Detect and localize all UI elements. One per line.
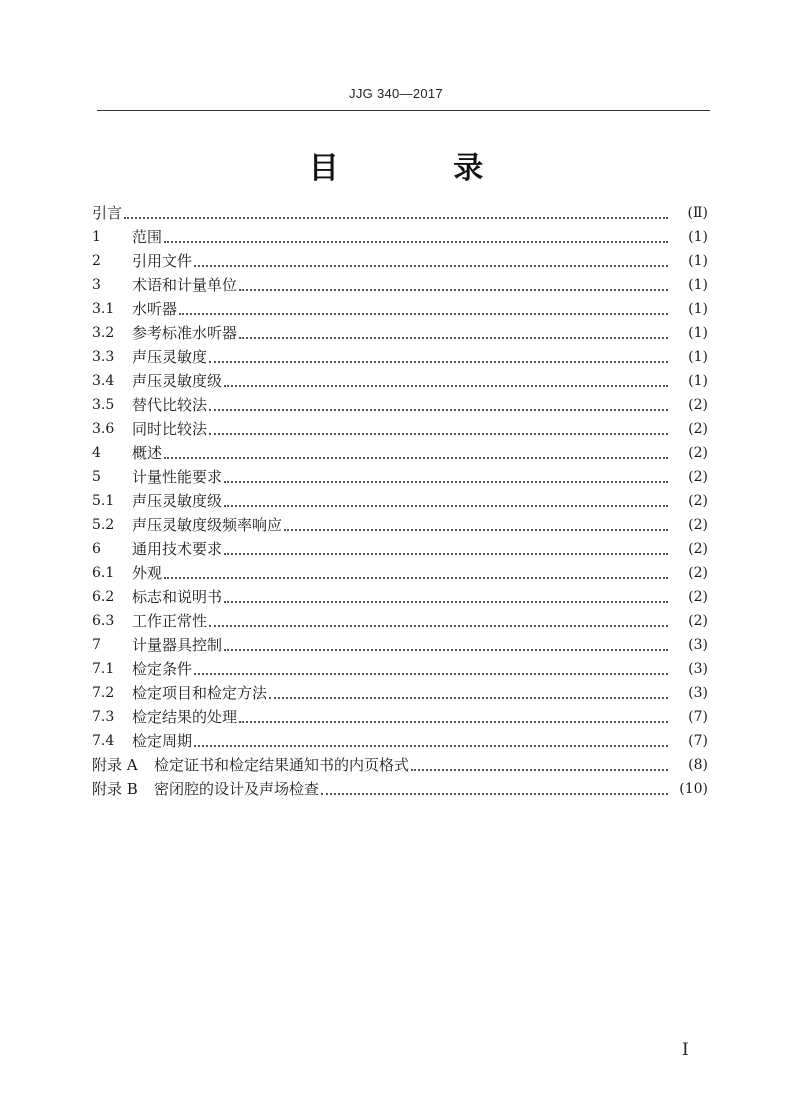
toc-entry-number: 4 bbox=[92, 445, 101, 461]
toc-entry bbox=[92, 609, 708, 633]
toc-dot-leader bbox=[284, 529, 668, 531]
toc-dot-leader bbox=[209, 433, 668, 435]
toc-list bbox=[92, 201, 708, 801]
toc-entry-title: 引言 bbox=[92, 204, 123, 222]
toc-entry-page: (1) bbox=[688, 253, 708, 269]
toc-entry-title: 声压灵敏度级 bbox=[132, 372, 223, 390]
toc-entry-page: (1) bbox=[688, 349, 708, 365]
toc-entry bbox=[92, 369, 708, 393]
toc-dot-leader bbox=[194, 745, 668, 747]
toc-entry-title: 通用技术要求 bbox=[132, 540, 223, 558]
toc-entry-number: 1 bbox=[92, 229, 101, 245]
toc-dot-leader bbox=[224, 505, 668, 507]
toc-entry-title: 水听器 bbox=[132, 300, 178, 318]
toc-dot-leader bbox=[239, 721, 668, 723]
toc-entry-page: (1) bbox=[688, 277, 708, 293]
toc-entry-page: (3) bbox=[688, 685, 708, 701]
toc-entry-number: 7 bbox=[92, 637, 101, 653]
toc-dot-leader bbox=[239, 289, 668, 291]
header-rule bbox=[97, 110, 710, 111]
toc-entry bbox=[92, 441, 708, 465]
toc-entry bbox=[92, 561, 708, 585]
toc-entry-number: 7.2 bbox=[92, 685, 115, 701]
toc-entry-number: 6.1 bbox=[92, 565, 115, 581]
toc-entry-title: 概述 bbox=[132, 444, 163, 462]
toc-entry-page: (2) bbox=[688, 397, 708, 413]
toc-entry-number: 3.4 bbox=[92, 373, 115, 389]
toc-entry bbox=[92, 225, 708, 249]
toc-entry bbox=[92, 681, 708, 705]
toc-dot-leader bbox=[179, 313, 668, 315]
toc-entry bbox=[92, 273, 708, 297]
toc-entry-number: 5 bbox=[92, 469, 101, 485]
toc-entry bbox=[92, 489, 708, 513]
toc-entry-title: 检定结果的处理 bbox=[132, 708, 238, 726]
toc-entry-number: 6.2 bbox=[92, 589, 115, 605]
toc-entry-page: (2) bbox=[688, 613, 708, 629]
toc-entry-title: 声压灵敏度级频率响应 bbox=[132, 516, 283, 534]
toc-entry bbox=[92, 345, 708, 369]
toc-entry-number: 附录 A bbox=[92, 756, 138, 774]
toc-entry-number: 3.6 bbox=[92, 421, 115, 437]
toc-dot-leader bbox=[224, 481, 668, 483]
toc-dot-leader bbox=[194, 265, 668, 267]
toc-entry-page: (2) bbox=[688, 493, 708, 509]
toc-entry-number: 6 bbox=[92, 541, 101, 557]
toc-entry-number: 7.1 bbox=[92, 661, 115, 677]
toc-entry-page: (2) bbox=[688, 565, 708, 581]
toc-entry-title: 检定项目和检定方法 bbox=[132, 684, 268, 702]
toc-dot-leader bbox=[239, 337, 668, 339]
toc-entry-page: (2) bbox=[688, 541, 708, 557]
toc-entry-title: 术语和计量单位 bbox=[132, 276, 238, 294]
toc-entry-page: (1) bbox=[688, 373, 708, 389]
toc-dot-leader bbox=[209, 409, 668, 411]
toc-entry-title: 声压灵敏度 bbox=[132, 348, 208, 366]
toc-entry-number: 3.3 bbox=[92, 349, 115, 365]
toc-entry bbox=[92, 249, 708, 273]
toc-entry-page: (2) bbox=[688, 469, 708, 485]
toc-dot-leader bbox=[209, 361, 668, 363]
toc-dot-leader bbox=[224, 553, 668, 555]
toc-entry-page: (1) bbox=[688, 325, 708, 341]
toc-dot-leader bbox=[269, 697, 668, 699]
toc-entry-page: (2) bbox=[688, 589, 708, 605]
toc-entry-title: 外观 bbox=[132, 564, 163, 582]
toc-entry bbox=[92, 657, 708, 681]
toc-dot-leader bbox=[164, 577, 668, 579]
toc-entry-number: 3 bbox=[92, 277, 101, 293]
toc-entry-title: 声压灵敏度级 bbox=[132, 492, 223, 510]
toc-entry-title: 检定周期 bbox=[132, 732, 193, 750]
toc-entry bbox=[92, 297, 708, 321]
toc-entry bbox=[92, 537, 708, 561]
toc-entry bbox=[92, 585, 708, 609]
toc-entry-page: (8) bbox=[688, 757, 708, 773]
toc-entry-title: 检定证书和检定结果通知书的内页格式 bbox=[154, 756, 410, 774]
toc-entry-number: 5.2 bbox=[92, 517, 115, 533]
toc-dot-leader bbox=[321, 793, 668, 795]
toc-entry-title: 替代比较法 bbox=[132, 396, 208, 414]
toc-entry bbox=[92, 321, 708, 345]
toc-entry-page: (2) bbox=[688, 517, 708, 533]
toc-entry-page: (1) bbox=[688, 229, 708, 245]
toc-entry-page: (3) bbox=[688, 661, 708, 677]
toc-entry bbox=[92, 705, 708, 729]
toc-entry-number: 3.5 bbox=[92, 397, 115, 413]
toc-entry-title: 同时比较法 bbox=[132, 420, 208, 438]
toc-entry-number: 附录 B bbox=[92, 780, 138, 798]
toc-entry-title: 计量器具控制 bbox=[132, 636, 223, 654]
toc-entry-title: 计量性能要求 bbox=[132, 468, 223, 486]
page-folio: I bbox=[682, 1040, 689, 1060]
toc-entry-page: (1) bbox=[688, 301, 708, 317]
toc-dot-leader bbox=[209, 625, 668, 627]
toc-dot-leader bbox=[164, 241, 668, 243]
toc-entry bbox=[92, 417, 708, 441]
toc-entry-title: 引用文件 bbox=[132, 252, 193, 270]
standard-code-header: JJG 340—2017 bbox=[349, 86, 443, 101]
toc-entry-number: 5.1 bbox=[92, 493, 115, 509]
toc-entry-title: 标志和说明书 bbox=[132, 588, 223, 606]
toc-entry-number: 3.1 bbox=[92, 301, 115, 317]
toc-entry-page: (7) bbox=[688, 733, 708, 749]
toc-dot-leader bbox=[124, 217, 668, 219]
toc-entry-title: 检定条件 bbox=[132, 660, 193, 678]
toc-dot-leader bbox=[164, 457, 668, 459]
toc-dot-leader bbox=[224, 601, 668, 603]
toc-entry bbox=[92, 729, 708, 753]
toc-entry bbox=[92, 753, 708, 777]
toc-entry-page: (10) bbox=[679, 781, 708, 797]
toc-entry bbox=[92, 201, 708, 225]
toc-entry bbox=[92, 633, 708, 657]
toc-entry-page: (2) bbox=[688, 445, 708, 461]
toc-entry-number: 3.2 bbox=[92, 325, 115, 341]
toc-dot-leader bbox=[194, 673, 668, 675]
toc-entry-page: (3) bbox=[688, 637, 708, 653]
toc-entry-page: (Ⅱ) bbox=[687, 205, 708, 221]
toc-entry bbox=[92, 513, 708, 537]
toc-entry bbox=[92, 777, 708, 801]
toc-entry-number: 2 bbox=[92, 253, 101, 269]
toc-entry-title: 参考标准水听器 bbox=[132, 324, 238, 342]
toc-entry bbox=[92, 465, 708, 489]
toc-entry-number: 7.3 bbox=[92, 709, 115, 725]
toc-entry-title: 密闭腔的设计及声场检查 bbox=[154, 780, 320, 798]
toc-entry-page: (7) bbox=[688, 709, 708, 725]
toc-entry-number: 6.3 bbox=[92, 613, 115, 629]
toc-dot-leader bbox=[224, 649, 668, 651]
toc-entry-number: 7.4 bbox=[92, 733, 115, 749]
toc-entry-title: 范围 bbox=[132, 228, 163, 246]
toc-entry-title: 工作正常性 bbox=[132, 612, 208, 630]
toc-entry-page: (2) bbox=[688, 421, 708, 437]
toc-dot-leader bbox=[224, 385, 668, 387]
toc-entry bbox=[92, 393, 708, 417]
toc-title: 目 录 bbox=[308, 151, 536, 186]
toc-dot-leader bbox=[411, 769, 668, 771]
